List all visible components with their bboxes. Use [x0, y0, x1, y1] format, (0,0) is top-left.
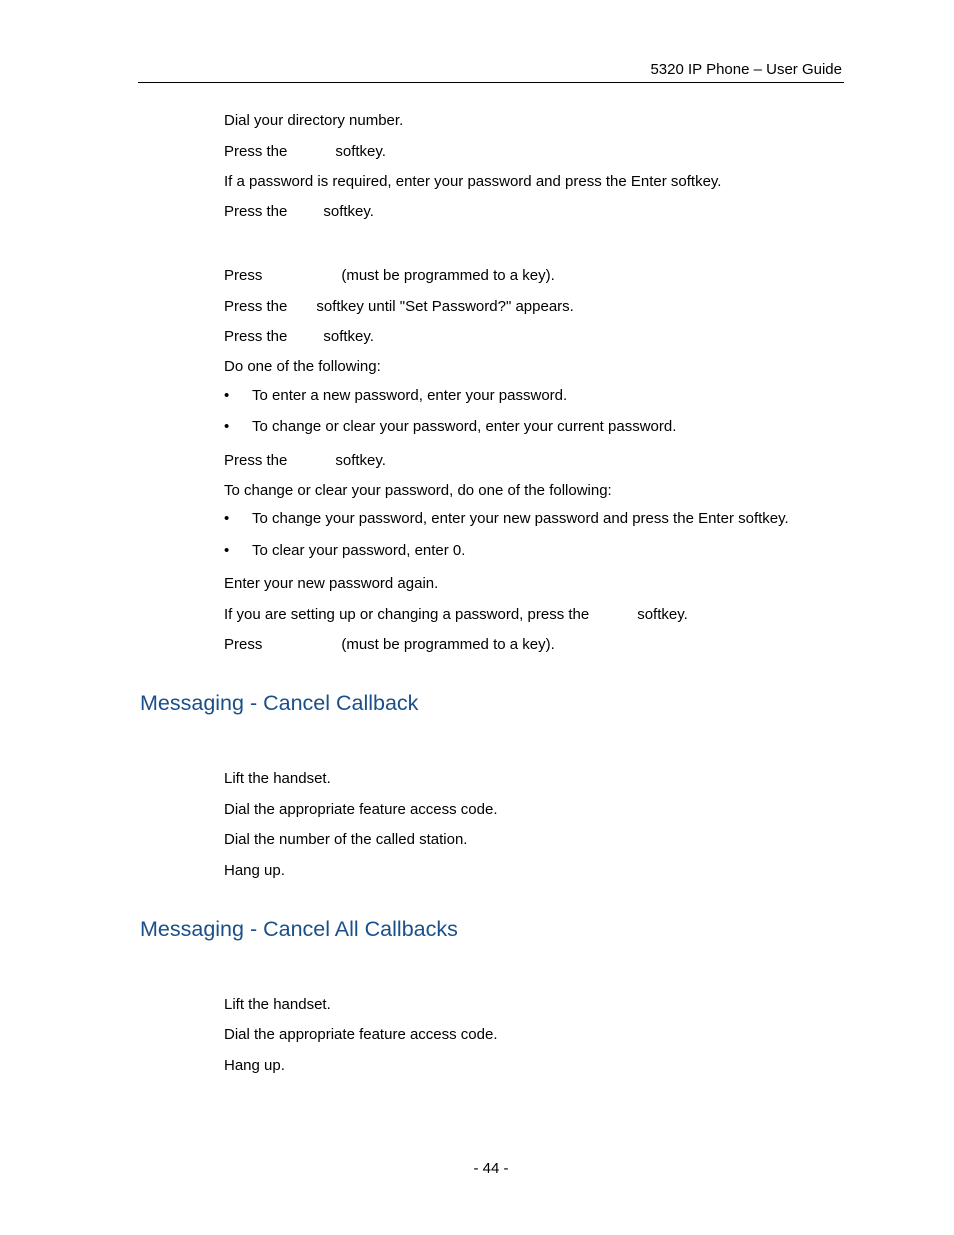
step-text	[224, 267, 555, 285]
step-text: Dial the appropriate feature access code.	[224, 801, 498, 818]
step-text-end: softkey.	[323, 203, 374, 220]
step-text: Hang up.	[224, 862, 285, 879]
page-number: - 44 -	[473, 1160, 509, 1177]
step-text: Lift the handset.	[224, 770, 331, 787]
step-text-start: Press the	[224, 203, 288, 220]
step-text-start: Press the	[224, 143, 288, 160]
bullet-icon: •	[224, 418, 230, 435]
list-item-text: To change your password, enter your new password and press the Enter softkey.	[252, 510, 789, 527]
section-heading: Messaging - Cancel All Callbacks	[140, 917, 458, 941]
step-text: Dial the appropriate feature access code.	[224, 1026, 498, 1043]
section-heading: Messaging - Cancel Callback	[140, 691, 419, 715]
step-text	[224, 636, 555, 654]
step-text-end: softkey.	[323, 328, 374, 345]
step-text: If a password is required, enter your password and press the Enter softkey.	[224, 173, 722, 190]
step-text: Do one of the following:	[224, 358, 381, 375]
step-text-end: (must be programmed to a key).	[341, 636, 555, 653]
running-header-title: 5320 IP Phone – User Guide	[650, 61, 842, 78]
step-text-end: softkey.	[637, 606, 688, 623]
step-text-start: Press the	[224, 452, 288, 469]
bullet-icon: •	[224, 510, 230, 527]
step-text-start: Press the	[224, 298, 288, 315]
step-text: Lift the handset.	[224, 996, 331, 1013]
step-text: Dial your directory number.	[224, 112, 404, 129]
step-text	[224, 203, 374, 221]
step-text-end: softkey until "Set Password?" appears.	[316, 298, 574, 315]
list-item-text: To clear your password, enter 0.	[252, 542, 466, 559]
list-item-text: To change or clear your password, enter your current password.	[252, 418, 677, 435]
list-item-text: To enter a new password, enter your password.	[252, 387, 568, 404]
step-text-start: Press the	[224, 328, 288, 345]
step-text	[224, 143, 386, 161]
step-text-start: If you are setting up or changing a password, press the	[224, 606, 590, 623]
step-text-start: Press	[224, 267, 263, 284]
bullet-icon: •	[224, 387, 230, 404]
step-text: Hang up.	[224, 1057, 285, 1074]
step-text: Enter your new password again.	[224, 575, 439, 592]
step-text	[224, 606, 688, 624]
bullet-icon: •	[224, 542, 230, 559]
step-text-end: softkey.	[335, 452, 386, 469]
step-text	[224, 298, 574, 316]
step-text-start: Press	[224, 636, 263, 653]
step-text-end: (must be programmed to a key).	[341, 267, 555, 284]
step-text-end: softkey.	[335, 143, 386, 160]
step-text: To change or clear your password, do one of the following:	[224, 482, 612, 499]
step-text	[224, 452, 386, 470]
step-text: Dial the number of the called station.	[224, 831, 468, 848]
header-rule	[138, 82, 844, 83]
step-text	[224, 328, 374, 346]
